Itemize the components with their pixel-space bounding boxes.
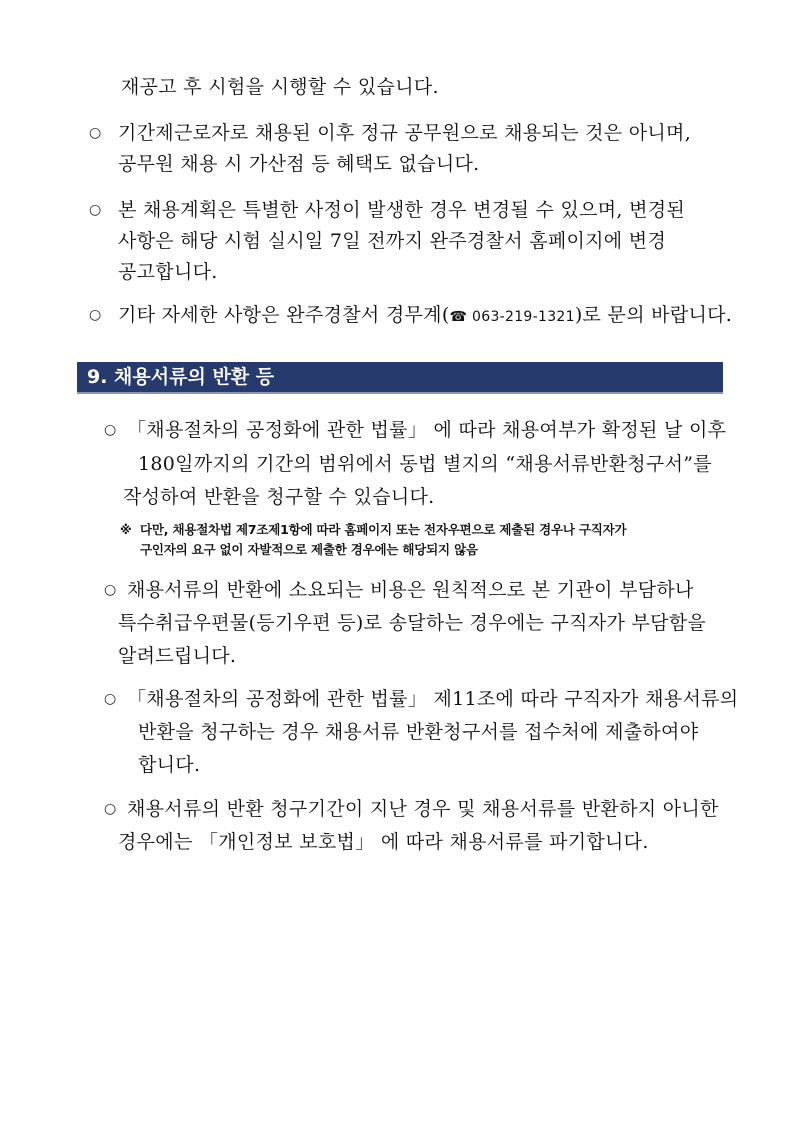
reference-mark-icon: ※ [120, 523, 132, 537]
paragraph-line: 경우에는 「개인정보 보호법」 에 따라 채용서류를 파기합니다. [118, 831, 649, 853]
bullet-circle-icon: ○ [104, 801, 117, 817]
contact-text: 기타 자세한 사항은 완주경찰서 경무계( [118, 304, 450, 326]
paragraph-line: 작성하여 반환을 청구할 수 있습니다. [123, 486, 435, 508]
paragraph-line: 채용서류의 반환 청구기간이 지난 경우 및 채용서류를 반환하지 아니한 [127, 798, 719, 820]
bullet-circle-icon: ○ [89, 125, 102, 141]
paragraph-line: 합니다. [138, 754, 201, 776]
bullet-circle-icon: ○ [104, 582, 117, 598]
paragraph-line: 기간제근로자로 채용된 이후 정규 공무원으로 채용되는 것은 아니며, [118, 122, 692, 144]
paragraph-line: 공무원 채용 시 가산점 등 혜택도 없습니다. [118, 153, 480, 175]
paragraph-line: 사항은 해당 시험 실시일 7일 전까지 완주경찰서 홈페이지에 변경 [118, 230, 667, 252]
paragraph-line: 본 채용계획은 특별한 사정이 발생한 경우 변경될 수 있으며, 변경된 [118, 199, 686, 221]
paragraph-line: 특수취급우편물(등기우편 등)로 송달하는 경우에는 구직자가 부담함을 [118, 612, 707, 634]
contact-line [118, 303, 732, 329]
paragraph-line: 알려드립니다. [118, 645, 237, 667]
section-title: 9. 채용서류의 반환 등 [87, 366, 275, 388]
paragraph-line: 「채용절차의 공정화에 관한 법률」 제11조에 따라 구직자가 채용서류의 [127, 688, 739, 710]
contact-text-end: )로 문의 바랍니다. [574, 304, 733, 326]
note-line: 다만, 채용절차법 제7조제1항에 따라 홈페이지 또는 전자우편으로 제출된 경우나 구직자가 [140, 522, 627, 537]
paragraph-line: 반환을 청구하는 경우 채용서류 반환청구서를 접수처에 제출하여야 [138, 721, 699, 743]
bullet-circle-icon: ○ [89, 307, 102, 323]
bullet-circle-icon: ○ [89, 202, 102, 218]
note-line: 구인자의 요구 없이 자발적으로 제출한 경우에는 해당되지 않음 [140, 542, 478, 557]
paragraph-line: 「채용절차의 공정화에 관한 법률」 에 따라 채용여부가 확정된 날 이후 [127, 419, 727, 441]
continuation-line: 재공고 후 시험을 시행할 수 있습니다. [121, 76, 439, 98]
phone-icon: ☎ [449, 309, 468, 325]
paragraph-line: 공고합니다. [118, 261, 218, 283]
section-heading-bar [77, 362, 723, 394]
paragraph-line: 채용서류의 반환에 소요되는 비용은 원칙적으로 본 기관이 부담하나 [127, 579, 694, 601]
phone-number: 063-219-1321 [467, 309, 575, 325]
paragraph-line: 180일까지의 기간의 범위에서 동법 별지의 “채용서류반환청구서”를 [138, 453, 712, 475]
bullet-circle-icon: ○ [104, 422, 117, 438]
bullet-circle-icon: ○ [104, 691, 117, 707]
